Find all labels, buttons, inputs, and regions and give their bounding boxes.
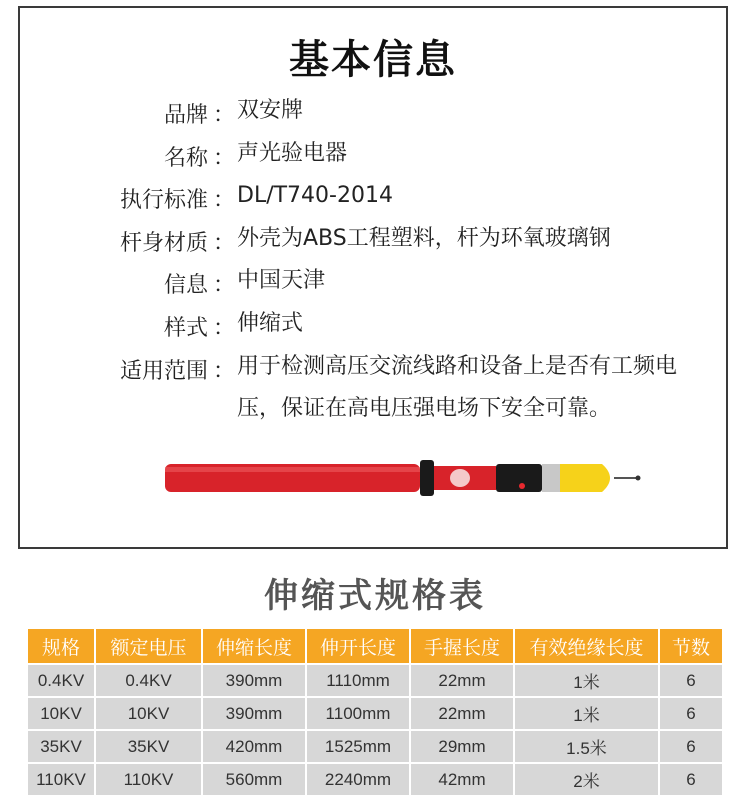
- table-cell: 0.4KV: [27, 664, 95, 697]
- table-row: [27, 730, 723, 763]
- table-cell: 6: [659, 697, 723, 730]
- info-value: DL/T740-2014: [237, 183, 393, 208]
- info-value: 声光验电器: [237, 141, 348, 166]
- table-header: 手握长度: [410, 628, 514, 664]
- table-cell: 35KV: [95, 730, 202, 763]
- info-row-style: [20, 311, 726, 351]
- voltage-detector-pen-icon: [160, 450, 660, 510]
- info-value: 外壳为ABS工程塑料，杆为环氧玻璃钢: [237, 226, 611, 251]
- table-cell: 29mm: [410, 730, 514, 763]
- table-cell: 0.4KV: [95, 664, 202, 697]
- info-title: 基本信息: [289, 37, 457, 83]
- table-cell: 390mm: [202, 697, 306, 730]
- table-cell: 560mm: [202, 763, 306, 796]
- info-colon: ：: [213, 188, 236, 213]
- info-colon: ：: [213, 273, 236, 298]
- info-colon: ：: [213, 316, 236, 341]
- info-value: 中国天津: [237, 268, 326, 293]
- spec-table: [26, 627, 724, 797]
- table-cell: 6: [659, 763, 723, 796]
- table-cell: 10KV: [27, 697, 95, 730]
- table-header: 额定电压: [95, 628, 202, 664]
- table-header-row: [27, 628, 723, 664]
- info-colon: ：: [213, 359, 236, 384]
- info-value: 双安牌: [237, 98, 304, 123]
- info-row-scope: [20, 354, 726, 444]
- info-label: 杆身材质: [119, 231, 208, 256]
- table-cell: 35KV: [27, 730, 95, 763]
- table-cell: 6: [659, 664, 723, 697]
- table-cell: 1米: [514, 664, 659, 697]
- info-value: 伸缩式: [237, 311, 304, 336]
- table-cell: 22mm: [410, 664, 514, 697]
- info-row-origin: [20, 268, 726, 308]
- table-cell: 1米: [514, 697, 659, 730]
- info-label: 样式: [163, 316, 208, 341]
- table-cell: 22mm: [410, 697, 514, 730]
- table-row: [27, 697, 723, 730]
- table-header: 伸缩长度: [202, 628, 306, 664]
- table-header: 有效绝缘长度: [514, 628, 659, 664]
- table-row: [27, 763, 723, 796]
- table-row: [27, 664, 723, 697]
- info-label: 适用范围: [119, 359, 208, 384]
- table-cell: 110KV: [27, 763, 95, 796]
- info-row-brand: [20, 98, 726, 138]
- table-cell: 1100mm: [306, 697, 410, 730]
- table-cell: 110KV: [95, 763, 202, 796]
- info-label: 名称: [163, 146, 208, 171]
- info-row-standard: [20, 183, 726, 223]
- table-cell: 10KV: [95, 697, 202, 730]
- info-label: 信息: [163, 273, 208, 298]
- table-title: 伸缩式规格表: [264, 576, 486, 616]
- info-colon: ：: [213, 231, 236, 256]
- info-value: 用于检测高压交流线路和设备上是否有工频电压，保证在高电压强电场下安全可靠。: [237, 354, 678, 421]
- table-cell: 2240mm: [306, 763, 410, 796]
- table-cell: 1525mm: [306, 730, 410, 763]
- info-colon: ：: [213, 103, 236, 128]
- table-cell: 6: [659, 730, 723, 763]
- table-header: 节数: [659, 628, 723, 664]
- info-label: 执行标准: [119, 188, 208, 213]
- table-cell: 420mm: [202, 730, 306, 763]
- table-header: 伸开长度: [306, 628, 410, 664]
- table-cell: 1110mm: [306, 664, 410, 697]
- table-cell: 390mm: [202, 664, 306, 697]
- basic-info-panel: [18, 6, 728, 549]
- info-label: 品牌: [163, 103, 208, 128]
- table-header: 规格: [27, 628, 95, 664]
- info-colon: ：: [213, 146, 236, 171]
- table-cell: 42mm: [410, 763, 514, 796]
- table-cell: 2米: [514, 763, 659, 796]
- table-cell: 1.5米: [514, 730, 659, 763]
